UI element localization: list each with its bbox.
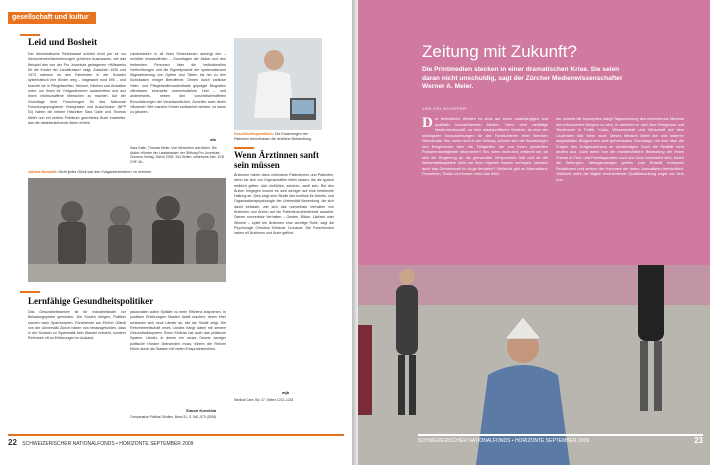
right-page [358, 0, 710, 465]
title-bar [20, 291, 40, 293]
doctor-photo-caption-bold: Geschlechtsspezifisch: [234, 132, 274, 136]
page-number-left: 22 [8, 438, 17, 447]
children-photo-caption-text: Nicht jedes Glück war den «Vagantenkindern» zu nehmen. [58, 170, 152, 174]
article-col1 [422, 116, 548, 177]
left-page [0, 0, 352, 465]
right-footer [418, 438, 703, 444]
article2-reference: Medical Care, Bd. 47, Seiten 1212–1218 [234, 398, 294, 402]
doctor-photo-graphic [234, 38, 322, 130]
article3-title: Lernfähige Gesundheitspolitiker [28, 296, 154, 306]
article2-body: Ärztinnen haben dann zufriedene Patientinnen und Patienten, wenn sie sich von Eigenschaften leiten lassen, die als typisch weiblich gelten: sich einfühlen, zuhören, sanft sein. Bei den Ärzten hingegen kommt es weit weniger auf eine bestimmte Haltung an. Dies zeigt eine Studie des Instituts für Arbeits- und Organisationspsychologie der Universität Neuenburg, die sich damit befasste, wie sich das nonverbale Verhalten von Ärztinnen und Ärzten auf die Patientenzufriedenheit auswirkt. Dienen nonverbale Verhalten – Gesten, Blicke, Lächeln oder Stimme – spielt bei Ärztinnen eine wichtige Rolle, sagt die Psychologin Christina Klöckner Cronauer. Die Forschenden haben elf Ärztinnen und Ärzte gefilmt. [234, 173, 334, 236]
doctor-photo [234, 38, 322, 130]
article3-col1: Das Gesundheitswesen ist für Industrieländer zur Belastungsprobe geworden. Die Kosten steigen, Politiker suchen nach Sparrezepten. Forschende am Ehrlich Gfändi von der Universität Zürich haben nun herausgefunden, dass in der Schweiz zu Systematik kein Wandel entsteht, sondern Reformen oft an Erfahrungen im Ausland. [28, 310, 126, 341]
children-photo-caption [28, 170, 226, 176]
article1-col2: Landstrasse» in all ihren Dimensionen aufzeigt den – rechtlich einwandfreien – Grundlagen der Aktion und den treibenden Personen über die institutionellen Verflechtungen und die Eigendynamik der systematischen Stigmatisierung von Opfern und Tätern bis hin zu den Schicksalen einiger Betroffener. Denen durch zahllose Heim- und Pflegefamilienaufenthalte geprägte Biografien offenbaren einerseits unermessliches Leid – und andererseits, neben den vorurteilsbehafteten Einschätzungen der Verantwortlichen, Zuweilen auch deren «Bosheit» Wie manche Kinder schikaniert werden, ist kaum zu glauben. [130, 52, 226, 115]
title-bar [234, 147, 254, 149]
left-footer [8, 438, 344, 447]
section-tab: gesellschaft und kultur [8, 12, 96, 24]
footer-text-right: SCHWEIZERISCHER NATIONALFONDS • HORIZONTE SEPTEMBER 2009 [418, 438, 590, 444]
article-lead: Die Printmedien stecken in einer dramatischen Krise. Sie seien daran nicht unschuldig, sagt der Zürcher Medienwissenschafter Werner A. Meier. [422, 66, 623, 91]
page-number-right: 23 [694, 436, 703, 445]
article2-signature: mjb [282, 390, 290, 395]
article2-title: Wenn Ärztinnen sanft sein müssen [234, 150, 320, 170]
doctor-photo-caption [234, 132, 322, 144]
footer-rule-right [418, 434, 703, 436]
dropcap: D [422, 116, 433, 131]
article1-signature: sfa [210, 137, 216, 142]
children-photo-caption-bold: Juliana Munoniti: [28, 170, 58, 174]
article1-reference: Sara Galle, Thomas Meier: Von Menschen und Akten. Die Aktion «Kinder der Landstrasse» der Stiftung Pro Juventute. Chronos-Verlag, Zürich 2009. 344 Seiten, zahlreiche Abb. ZVD CHF 46.– [130, 146, 225, 164]
footer-text-left: SCHWEIZERISCHER NATIONALFONDS • HORIZONTE SEPTEMBER 2009 [22, 441, 194, 447]
title-bar [20, 34, 40, 36]
article1-title: Leid und Bosheit [28, 38, 98, 48]
article3-signature: Simon Koechlin [186, 408, 217, 413]
article3-col2: pauschalen sollen Spitäler zu mehr Effizienz anspornen. In positiven Erfahrungen Staaten damit machen, deren eher schlossen sich neue Länder an, wie die Studie zeigt. Die Reformbereitschaft eines Landes hängt dabei mit seinem Gesundheitssystem. Einen Einfluss hat auch das politische System: Länder, in denen ein neues Gesetz weniger politische Hürden überwinden muss, führen die Reform früher durch als Staaten mit vielen Einspruchsrechten. [130, 310, 226, 352]
article-col1-text: er freiheitliche Westen ist stolz auf seine unabhängigen und qualitativ hochstehenden Medien. Denn eine vielfältige Medienlandschaft, so eine staatspolitische Maxime, ist eine der wichtigsten Voraussetzungen für das Funktionieren einer liberalen Demokratie. Wo, wenn nicht in der Zeitung, können sich die Staatsbürger und Bürgerinnen über die Tätigkeiten der von ihnen gewählten Parlamentsmitglieder informieren? Wo, wenn nicht dort, erfahren sie, ob sich die Regierung an die gemachten Versprechen hält und ob die Wirtschaftskapitäne nicht nur ihren eigenen Nutzen verfolgen, sondern auch das Gemeinwohl im Auge behalten? Vielleicht gibt es Alternativen: Fernsehen, Radio und immer mehr das Web. [422, 116, 548, 176]
children-photo-graphic [28, 178, 226, 282]
children-photo [28, 178, 226, 282]
byline: VON ORI SCHIPPER [422, 107, 467, 111]
article-col2: ner scheint die konzeptlos hängt Tagesordnung des herrschende Medium des informierten Bürgers zu sein, in welchem er sich über Ereignisse und Tendenzen in Politik, Kultur, Wissenschaft und Wirtschaft auf dem Laufenden hält. Mehr noch: Dieses Medium bietet ihm und anderen aufgeklärten Bürgerinnen eine gemeinsame Grundlage, um sich über die Fragen des Zeitgeschehens zu verständigen. Doch die Realität sieht anders aus. Auch wenn nun die marktrechtliche Bedeutung der freien Presse in Fest- und Feiertagsreden noch und noch beschwört wird, leiden die Zeitungen. Verlagsmanager greifen zum Rotstift, entlassen Redaktoren und senken die Honorare der freien Journalisten beträchtlich. Vielleicht steht die täglich erscheinende Qualitätszeitung sogar vor dem Aus. [556, 116, 684, 182]
doctor-photo-caption-text: Die Erwartungen der Patienten beeinflussen die ärztliche Behandlung. [234, 132, 312, 141]
footer-rule [8, 434, 344, 436]
article1-col1: Der demokratische Rechtsstaat schützt nicht per se vor Menschenrechtsverletzungen gröberen Ausmasses, wie das Beispiel des von der Pro Juventute getragenen «Hilfswerks für die Kinder der Landstrasse» zeigt. Zwischen 1926 und 1973 nahmen es den Fahrenden in der Schweiz systematisch ihre Kinder weg – insgesamt rund 590 – und brachte sie in Pflegefamilien, Heimen, Kliniken und Anstalten unter, um ihnen ihr «Vagantentum» auszutreiben und aus ihnen rechtschaffene Menschen zu machen. Auf der Grundlage ihrer Forschungen für das Nationale Forschungsprogramm «Integration und Ausschluss» (NFP 51) haben die beiden Historiker Sara Galle und Thomas Meier nun ein breites Publikum gerichtetes Buch erarbeitet, das die dahinterstehende Akten erhebt. [28, 52, 126, 125]
article3-reference: Comparative Political Studies, Band 41, S. 540–573 (2008) [130, 415, 217, 419]
article-title: Zeitung mit Zukunft? [422, 42, 577, 61]
